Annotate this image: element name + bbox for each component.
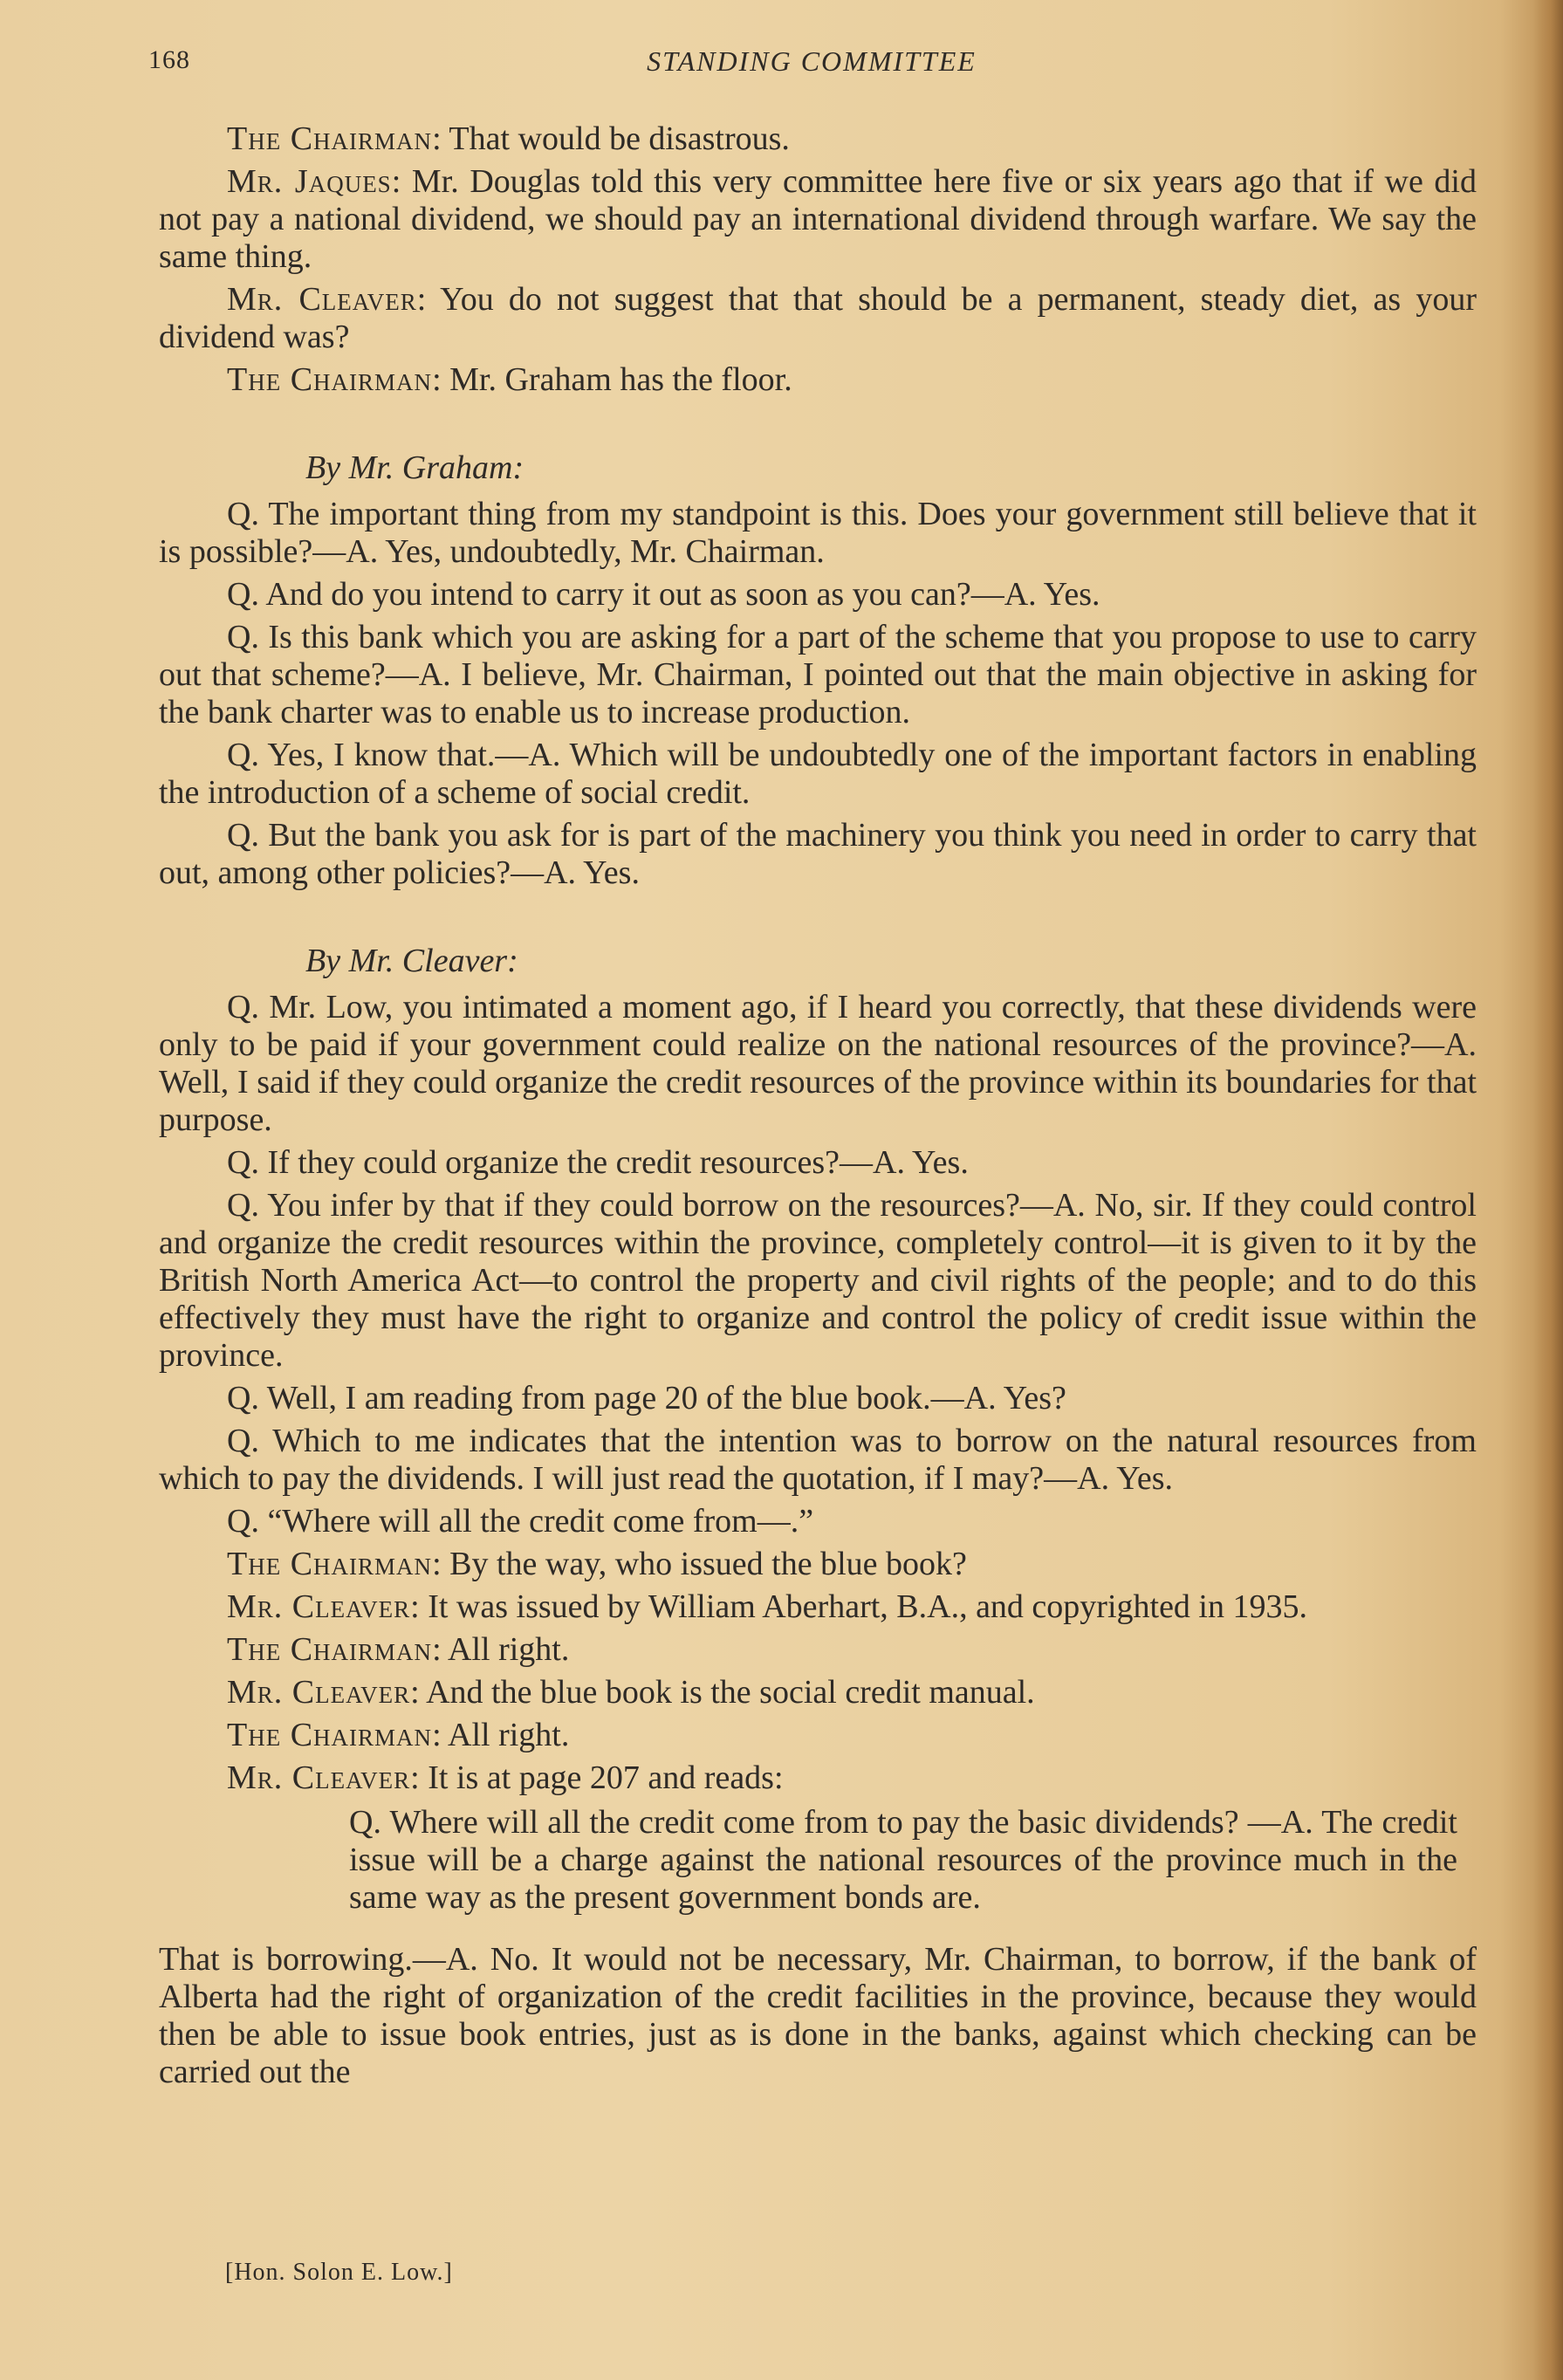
speech-paragraph [159, 1674, 1477, 1711]
speaker-name: Mr. Cleaver [227, 281, 417, 318]
speaker-name: The Chairman [227, 361, 433, 398]
section-heading: By Mr. Cleaver: [305, 943, 518, 979]
speaker-name: The Chairman [227, 1717, 433, 1753]
speech-paragraph [159, 120, 1477, 158]
speech-text: : All right. [432, 1631, 570, 1668]
speech-text: : You do not suggest that that should be a permanent, steady diet, as your dividend was? [159, 281, 1477, 355]
speaker-name: Mr. Cleaver [227, 1588, 411, 1625]
speech-text: : By the way, who issued the blue book? [432, 1546, 967, 1582]
speech-text: : It was issued by William Aberhart, B.A., and copyrighted in 1935. [410, 1588, 1307, 1625]
question-paragraph: Q. Is this bank which you are asking for a part of the scheme that you propose to use to carry out that scheme?—A. I believe, Mr. Chairman, I pointed out that the main objective in asking for the bank charter was to enable us to increase production. [159, 619, 1477, 730]
speaker-name: The Chairman [227, 1546, 433, 1582]
speaker-name: Mr. Jaques [227, 163, 392, 200]
speaker-name: The Chairman [227, 1631, 433, 1668]
question-paragraph: Q. Well, I am reading from page 20 of the blue book.—A. Yes? [227, 1380, 1066, 1416]
speech-paragraph [159, 163, 1477, 276]
speech-paragraph [159, 1759, 1477, 1797]
speaker-name: The Chairman [227, 120, 433, 157]
section-heading: By Mr. Graham: [305, 449, 524, 486]
speech-paragraph [159, 361, 1477, 399]
speech-text: : Mr. Douglas told this very committee here five or six years ago that if we did not pay a national dividend, we should pay an international dividend through warfare. We say the same thing. [159, 163, 1477, 275]
question-paragraph: Q. “Where will all the credit come from—.” [227, 1503, 814, 1540]
question-paragraph: Q. And do you intend to carry it out as soon as you can?—A. Yes. [227, 576, 1100, 613]
speech-paragraph [159, 1546, 1477, 1583]
speech-paragraph [159, 1588, 1477, 1626]
speech-text: : All right. [432, 1717, 570, 1753]
speaker-footnote: [Hon. Solon E. Low.] [225, 2259, 453, 2286]
page-header [148, 45, 1475, 89]
speech-paragraph [159, 1717, 1477, 1754]
question-paragraph: Q. You infer by that if they could borrow on the resources?—A. No, sir. If they could control and organize the credit resources within the province, completely control—it is given to it by the British North America Act—to control the property and civil rights of the people; and to do this effectively they must have the right to organize and control the policy of credit issue within the province. [159, 1187, 1477, 1374]
question-paragraph: Q. If they could organize the credit resources?—A. Yes. [227, 1144, 969, 1181]
question-paragraph: Q. Yes, I know that.—A. Which will be undoubtedly one of the important factors in enabling the introduction of a scheme of social credit. [159, 737, 1477, 811]
block-quote: Q. Where will all the credit come from to pay the basic dividends? —A. The credit issue will be a charge against the national resources of the province much in the same way as the present government bonds are. [349, 1804, 1457, 1916]
speech-text: : And the blue book is the social credit manual. [410, 1674, 1035, 1711]
page-body [159, 120, 1477, 2096]
continuation-paragraph: That is borrowing.—A. No. It would not be necessary, Mr. Chairman, to borrow, if the bank of Alberta had the right of organization of the credit facilities in the province, because they would then be able to issue book entries, just as is done in the banks, against which checking can be carried out the [159, 1941, 1477, 2090]
speaker-name: Mr. Cleaver [227, 1674, 411, 1711]
speech-text: : Mr. Graham has the floor. [432, 361, 792, 398]
question-paragraph: Q. Mr. Low, you intimated a moment ago, if I heard you correctly, that these dividends were only to be paid if your government could realize on the national resources of the province?—A. Well, I said if they could organize the credit resources of the province within its boundaries for that purpose. [159, 989, 1477, 1138]
speaker-name: Mr. Cleaver [227, 1759, 411, 1796]
speech-paragraph [159, 1631, 1477, 1669]
speech-text: : It is at page 207 and reads: [410, 1759, 784, 1796]
speech-text: : That would be disastrous. [432, 120, 790, 157]
speech-paragraph [159, 281, 1477, 356]
page-edge-shadow [1533, 0, 1563, 2380]
question-paragraph: Q. But the bank you ask for is part of the machinery you think you need in order to carry that out, among other policies?—A. Yes. [159, 817, 1477, 891]
question-paragraph: Q. The important thing from my standpoint is this. Does your government still believe that it is possible?—A. Yes, undoubtedly, Mr. Chairman. [159, 496, 1477, 570]
question-paragraph: Q. Which to me indicates that the intention was to borrow on the natural resources from which to pay the dividends. I will just read the quotation, if I may?—A. Yes. [159, 1423, 1477, 1497]
page-number: 168 [148, 45, 190, 74]
running-head: STANDING COMMITTEE [647, 45, 977, 77]
